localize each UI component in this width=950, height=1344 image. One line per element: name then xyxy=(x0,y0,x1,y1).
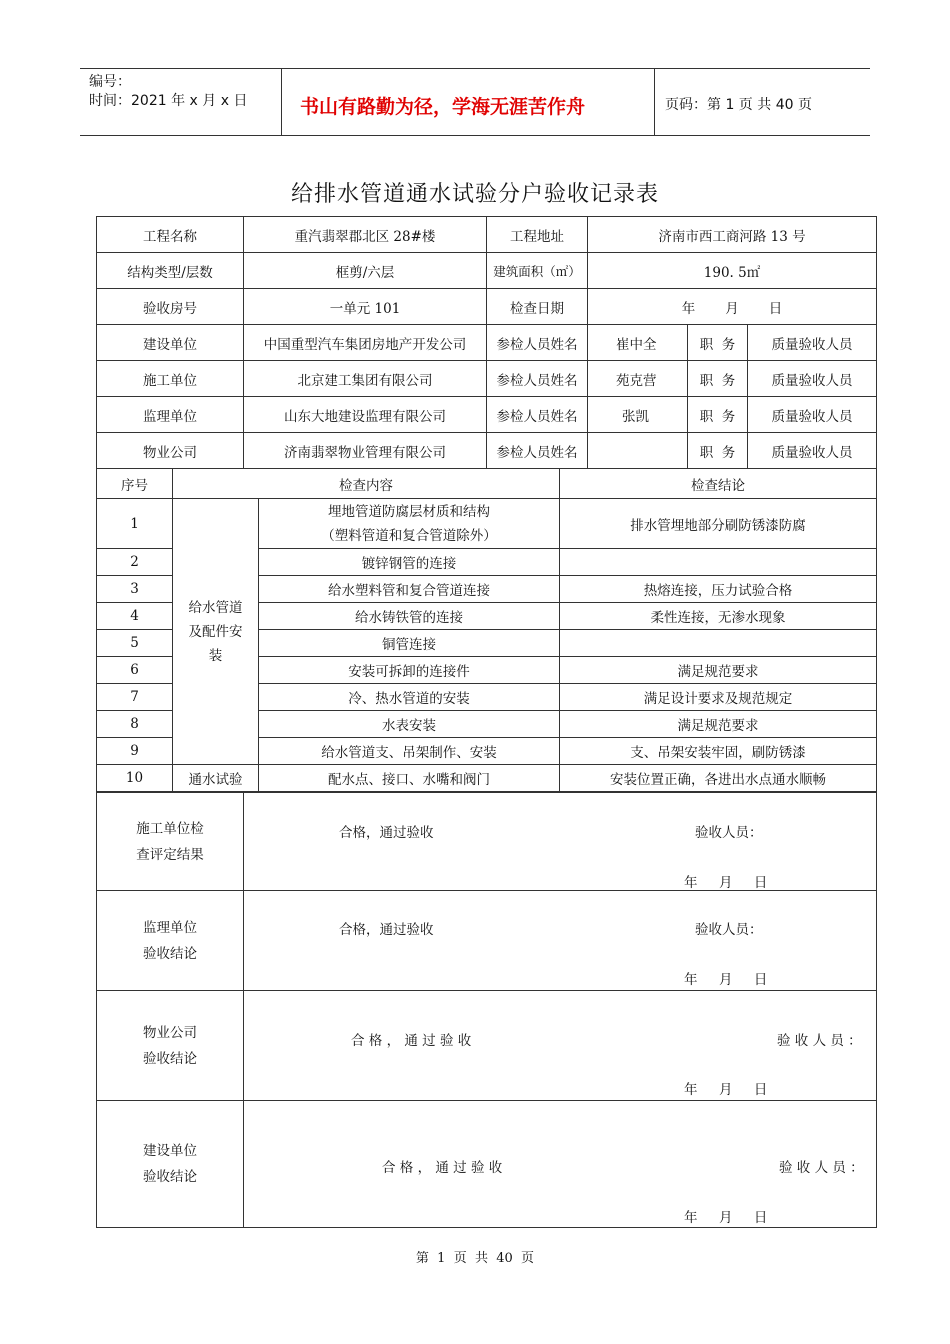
item-conclusion: 满足规范要求 xyxy=(560,711,877,738)
item-content: 冷、热水管道的安装 xyxy=(259,684,560,711)
item-conclusion: 柔性连接，无渗水现象 xyxy=(560,603,877,630)
signoff-label-line: 监理单位 xyxy=(143,919,197,936)
item-content: 铜管连接 xyxy=(259,630,560,657)
header-divider-1 xyxy=(281,68,282,136)
signoff-result: 合格，通过验收 xyxy=(339,825,434,841)
item-conclusion: 排水管埋地部分刷防锈漆防腐 xyxy=(560,499,877,549)
party-duty: 质量验收人员 xyxy=(748,361,877,397)
item-seq: 4 xyxy=(97,603,173,630)
party-role: 建设单位 xyxy=(97,325,244,361)
party-row xyxy=(97,433,877,469)
structure-label: 结构类型/层数 xyxy=(97,253,244,289)
party-duty: 质量验收人员 xyxy=(748,433,877,469)
party-duty-label: 职 务 xyxy=(688,397,748,433)
item-content: 安装可拆卸的连接件 xyxy=(259,657,560,684)
signoff-label-line: 施工单位检 xyxy=(136,820,204,837)
party-person-label: 参检人员姓名 xyxy=(487,325,588,361)
party-person-label: 参检人员姓名 xyxy=(487,397,588,433)
signoff-row xyxy=(97,1101,877,1228)
signoff-inspector: 验收人员： xyxy=(695,922,763,938)
signoff-date: 年 月 日 xyxy=(684,875,768,891)
party-row xyxy=(97,397,877,433)
signoff-body xyxy=(244,793,877,891)
signoff-result: 合 格 ， 通 过 验 收 xyxy=(351,1033,472,1049)
party-person: 苑克营 xyxy=(588,361,688,397)
item-content-line: （塑料管道和复合管道除外） xyxy=(321,527,497,544)
signoff-date: 年 月 日 xyxy=(684,1210,768,1226)
item-conclusion: 满足设计要求及规范规定 xyxy=(560,684,877,711)
project-address-value: 济南市西工商河路 13 号 xyxy=(588,217,877,253)
project-name-label: 工程名称 xyxy=(97,217,244,253)
party-org: 山东大地建设监理有限公司 xyxy=(244,397,487,433)
signoff-inspector: 验 收 人 员 ： xyxy=(779,1160,864,1176)
item-content: 镀锌钢管的连接 xyxy=(259,549,560,576)
party-org: 北京建工集团有限公司 xyxy=(244,361,487,397)
header-time: 时间：2021 年 x 月 x 日 xyxy=(89,93,248,109)
signoff-body xyxy=(244,1101,877,1228)
table-row xyxy=(97,765,877,792)
signoff-date: 年 月 日 xyxy=(684,1082,768,1098)
room-label: 验收房号 xyxy=(97,289,244,325)
signoff-date: 年 月 日 xyxy=(684,972,768,988)
room-value: 一单元 101 xyxy=(244,289,487,325)
item-seq: 1 xyxy=(97,499,173,549)
header-top-rule xyxy=(80,68,870,69)
project-address-label: 工程地址 xyxy=(487,217,588,253)
page-footer: 第 1 页 共 40 页 xyxy=(415,1251,535,1266)
table-row xyxy=(97,289,877,325)
item-conclusion: 满足规范要求 xyxy=(560,657,877,684)
header-divider-2 xyxy=(654,68,655,136)
signoff-label xyxy=(97,793,244,891)
party-row xyxy=(97,361,877,397)
party-person-label: 参检人员姓名 xyxy=(487,361,588,397)
item-content: 水表安装 xyxy=(259,711,560,738)
item-conclusion: 支、吊架安装牢固，刷防锈漆 xyxy=(560,738,877,765)
signoff-body xyxy=(244,891,877,991)
header-bottom-rule xyxy=(80,135,870,136)
table-header-row xyxy=(97,469,877,499)
col-header-content: 检查内容 xyxy=(173,469,560,499)
party-person xyxy=(588,433,688,469)
signoff-row xyxy=(97,891,877,991)
page-title: 给排水管道通水试验分户验收记录表 xyxy=(290,182,659,207)
table-row xyxy=(97,499,877,549)
header-page-number: 页码：第 1 页 共 40 页 xyxy=(665,97,812,113)
item-conclusion: 热熔连接，压力试验合格 xyxy=(560,576,877,603)
party-row xyxy=(97,325,877,361)
table-row xyxy=(97,217,877,253)
party-duty: 质量验收人员 xyxy=(748,325,877,361)
col-header-conclusion: 检查结论 xyxy=(560,469,877,499)
party-role: 施工单位 xyxy=(97,361,244,397)
item-content-line: 埋地管道防腐层材质和结构 xyxy=(328,503,490,520)
area-value: 190. 5㎡ xyxy=(588,253,877,289)
party-duty-label: 职 务 xyxy=(688,433,748,469)
item-content: 给水塑料管和复合管道连接 xyxy=(259,576,560,603)
signoff-result: 合格，通过验收 xyxy=(339,922,434,938)
party-duty-label: 职 务 xyxy=(688,361,748,397)
group-water-test: 通水试验 xyxy=(173,765,259,792)
signoff-label xyxy=(97,891,244,991)
party-duty: 质量验收人员 xyxy=(748,397,877,433)
signoff-label-line: 物业公司 xyxy=(143,1024,197,1041)
signoff-inspector: 验 收 人 员 ： xyxy=(777,1033,862,1049)
signoff-result: 合 格 ， 通 过 验 收 xyxy=(382,1160,503,1176)
inspection-items-table xyxy=(96,468,877,792)
signoff-body xyxy=(244,991,877,1101)
col-header-seq: 序号 xyxy=(97,469,173,499)
item-seq: 6 xyxy=(97,657,173,684)
table-row xyxy=(97,253,877,289)
date-label: 检查日期 xyxy=(487,289,588,325)
item-seq: 9 xyxy=(97,738,173,765)
item-seq: 3 xyxy=(97,576,173,603)
item-seq: 8 xyxy=(97,711,173,738)
signoff-row xyxy=(97,991,877,1101)
signoff-label xyxy=(97,1101,244,1228)
signoff-label-line: 验收结论 xyxy=(143,945,197,962)
signoff-inspector: 验收人员： xyxy=(695,825,763,841)
party-duty-label: 职 务 xyxy=(688,325,748,361)
signoff-label-line: 建设单位 xyxy=(143,1143,197,1159)
group-water-supply xyxy=(173,499,259,765)
project-name-value: 重汽翡翠郡北区 28#楼 xyxy=(244,217,487,253)
party-role: 物业公司 xyxy=(97,433,244,469)
party-person: 张凯 xyxy=(588,397,688,433)
party-org: 中国重型汽车集团房地产开发公司 xyxy=(244,325,487,361)
group-water-supply-label: 给水管道及配件安装 xyxy=(188,599,243,664)
item-conclusion xyxy=(560,549,877,576)
header-motto: 书山有路勤为径，学海无涯苦作舟 xyxy=(300,96,586,118)
item-content: 配水点、接口、水嘴和阀门 xyxy=(259,765,560,792)
party-person: 崔中全 xyxy=(588,325,688,361)
party-role: 监理单位 xyxy=(97,397,244,433)
date-value: 年 月 日 xyxy=(588,289,877,325)
item-conclusion: 安装位置正确，各进出水点通水顺畅 xyxy=(560,765,877,792)
item-content: 给水管道支、吊架制作、安装 xyxy=(259,738,560,765)
item-seq: 10 xyxy=(97,765,173,792)
structure-value: 框剪/六层 xyxy=(244,253,487,289)
party-person-label: 参检人员姓名 xyxy=(487,433,588,469)
signoff-table xyxy=(96,792,877,1228)
signoff-label-line: 查评定结果 xyxy=(136,846,204,863)
header-number: 编号： xyxy=(89,74,131,90)
area-label: 建筑面积（㎡） xyxy=(487,253,588,289)
signoff-label-line: 验收结论 xyxy=(143,1050,197,1067)
item-content xyxy=(259,499,560,549)
item-seq: 5 xyxy=(97,630,173,657)
item-seq: 2 xyxy=(97,549,173,576)
item-seq: 7 xyxy=(97,684,173,711)
party-org: 济南翡翠物业管理有限公司 xyxy=(244,433,487,469)
item-conclusion xyxy=(560,630,877,657)
signoff-row xyxy=(97,793,877,891)
item-content: 给水铸铁管的连接 xyxy=(259,603,560,630)
signoff-label-line: 验收结论 xyxy=(143,1169,197,1185)
signoff-label xyxy=(97,991,244,1101)
project-info-table xyxy=(96,216,877,469)
